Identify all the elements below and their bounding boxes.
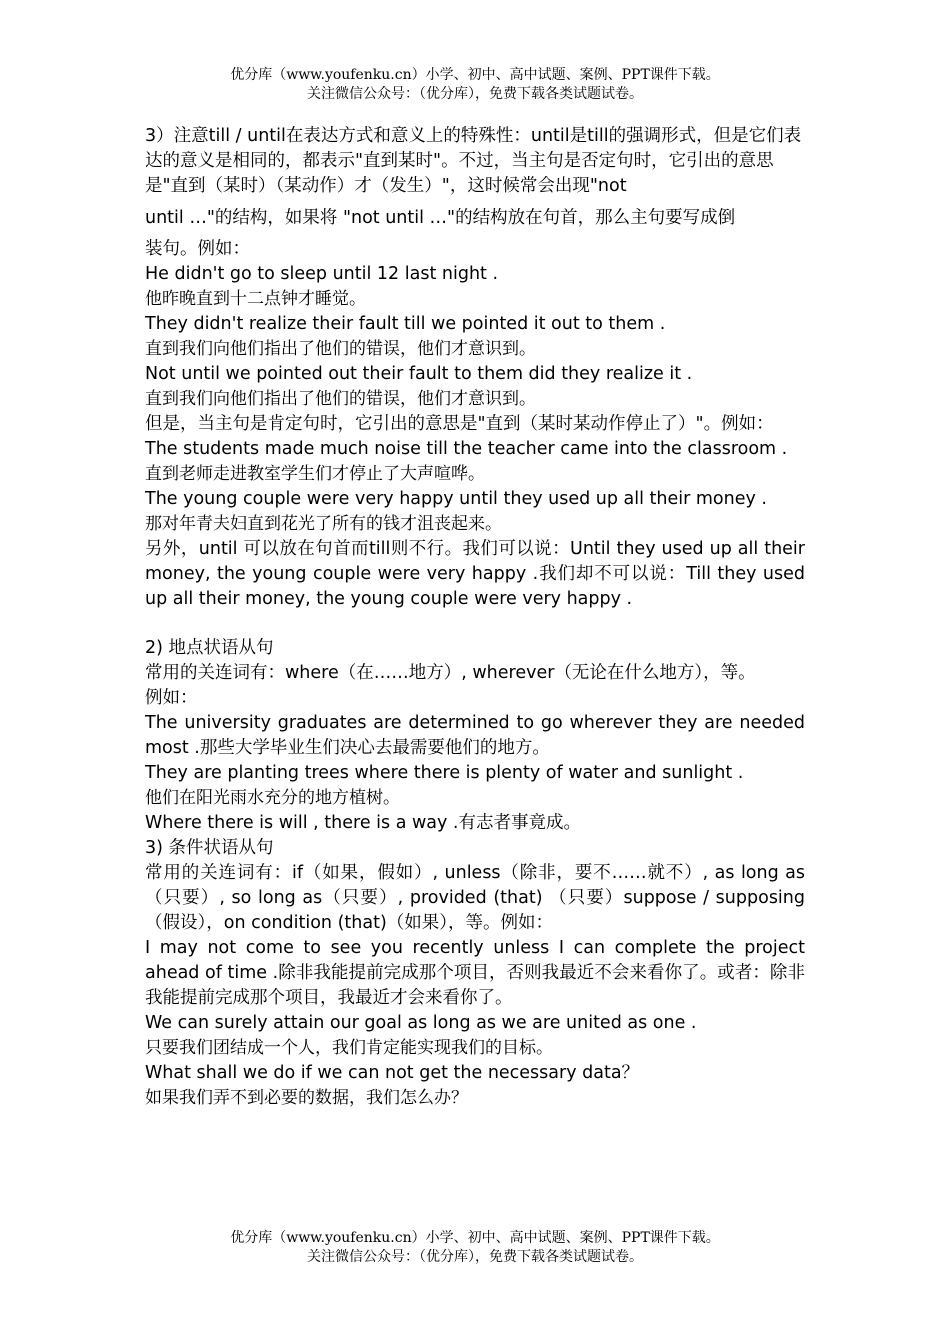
footer-line-2: 关注微信公众号：（优分库），免费下载各类试题试卷。 [307,1249,643,1265]
header-line-1: 优分库（www.youfenku.cn）小学、初中、高中试题、案例、PPT课件下载。 [230,67,720,83]
example-5-chinese: 那对年青夫妇直到花光了所有的钱才沮丧起来。 [145,514,502,534]
paragraph-not-until: until …"的结构，如果将 "not until …"的结构放在句首，那么主句要写成倒 [145,208,736,228]
page-footer [0,1229,950,1267]
paragraph-place-example-label: 例如： [145,688,198,708]
example-11-chinese: 如果我们弄不到必要的数据，我们怎么办？ [145,1088,468,1108]
paragraph-condition-conjunctions: 常用的关连词有：if（如果，假如）, unless（除非，要不……就不）, as long as（只要）, so long as（只要）, provided (that) （只要）suppose / supposing（假设），on condition (that)（如果），等。例如： [145,863,805,933]
example-3-chinese: 直到我们向他们指出了他们的错误，他们才意识到。 [145,389,536,409]
header-line-2: 关注微信公众号：（优分库），免费下载各类试题试卷。 [307,86,643,102]
example-8: Where there is will , there is a way .有志者事竟成。 [145,813,581,833]
example-2-english: They didn't realize their fault till we pointed it out to them . [145,314,666,334]
example-7-chinese: 他们在阳光雨水充分的地方植树。 [145,788,400,808]
example-10-english: We can surely attain our goal as long as we are united as one . [145,1013,697,1033]
document-body [145,124,805,1111]
paragraph-till-until-intro: 3）注意till / until在表达方式和意义上的特殊性：until是till的强调形式，但是它们表达的意义是相同的，都表示"直到某时"。不过，当主句是否定句时，它引出的意思是"直到（某时）（某动作）才（发生）"，这时候常会出现"not [145,126,802,196]
example-4-chinese: 直到老师走进教室学生们才停止了大声喧哗。 [145,464,485,484]
paragraph-until-sentence-start: 另外，until 可以放在句首而till则不行。我们可以说：Until they used up all their money, the young couple were very happy .我们却不可以说：Till they used up all their money, the young couple were very happy . [145,539,805,609]
paragraph-place-conjunctions: 常用的关连词有：where（在……地方）, wherever（无论在什么地方），等。 [145,663,756,683]
example-1-chinese: 他昨晚直到十二点钟才睡觉。 [145,289,366,309]
heading-condition-clause: 3) 条件状语从句 [145,838,274,858]
paragraph-affirmative: 但是，当主句是肯定句时，它引出的意思是"直到（某时某动作停止了）"。例如： [145,414,774,434]
example-6: The university graduates are determined to go wherever they are needed most .那些大学毕业生们决心去最需要他们的地方。 [145,713,805,758]
section-gap [145,612,805,636]
example-7-english: They are planting trees where there is plenty of water and sunlight . [145,763,744,783]
example-4-english: The students made much noise till the teacher came into the classroom . [145,439,788,459]
example-1-english: He didn't go to sleep until 12 last night . [145,264,499,284]
footer-line-1: 优分库（www.youfenku.cn）小学、初中、高中试题、案例、PPT课件下载。 [230,1230,720,1246]
example-9: I may not come to see you recently unless I can complete the project ahead of time .除非我能提前完成那个项目，否则我最近不会来看你了。或者：除非我能提前完成那个项目，我最近才会来看你了。 [145,938,805,1008]
heading-place-clause: 2) 地点状语从句 [145,638,274,658]
example-10-chinese: 只要我们团结成一个人，我们肯定能实现我们的目标。 [145,1038,553,1058]
paragraph-example-label: 装句。例如： [145,239,250,259]
example-2-chinese: 直到我们向他们指出了他们的错误，他们才意识到。 [145,339,536,359]
page-header [0,66,950,104]
example-3-english: Not until we pointed out their fault to them did they realize it . [145,364,693,384]
example-5-english: The young couple were very happy until they used up all their money . [145,489,767,509]
example-11-english: What shall we do if we can not get the necessary data？ [145,1063,640,1083]
